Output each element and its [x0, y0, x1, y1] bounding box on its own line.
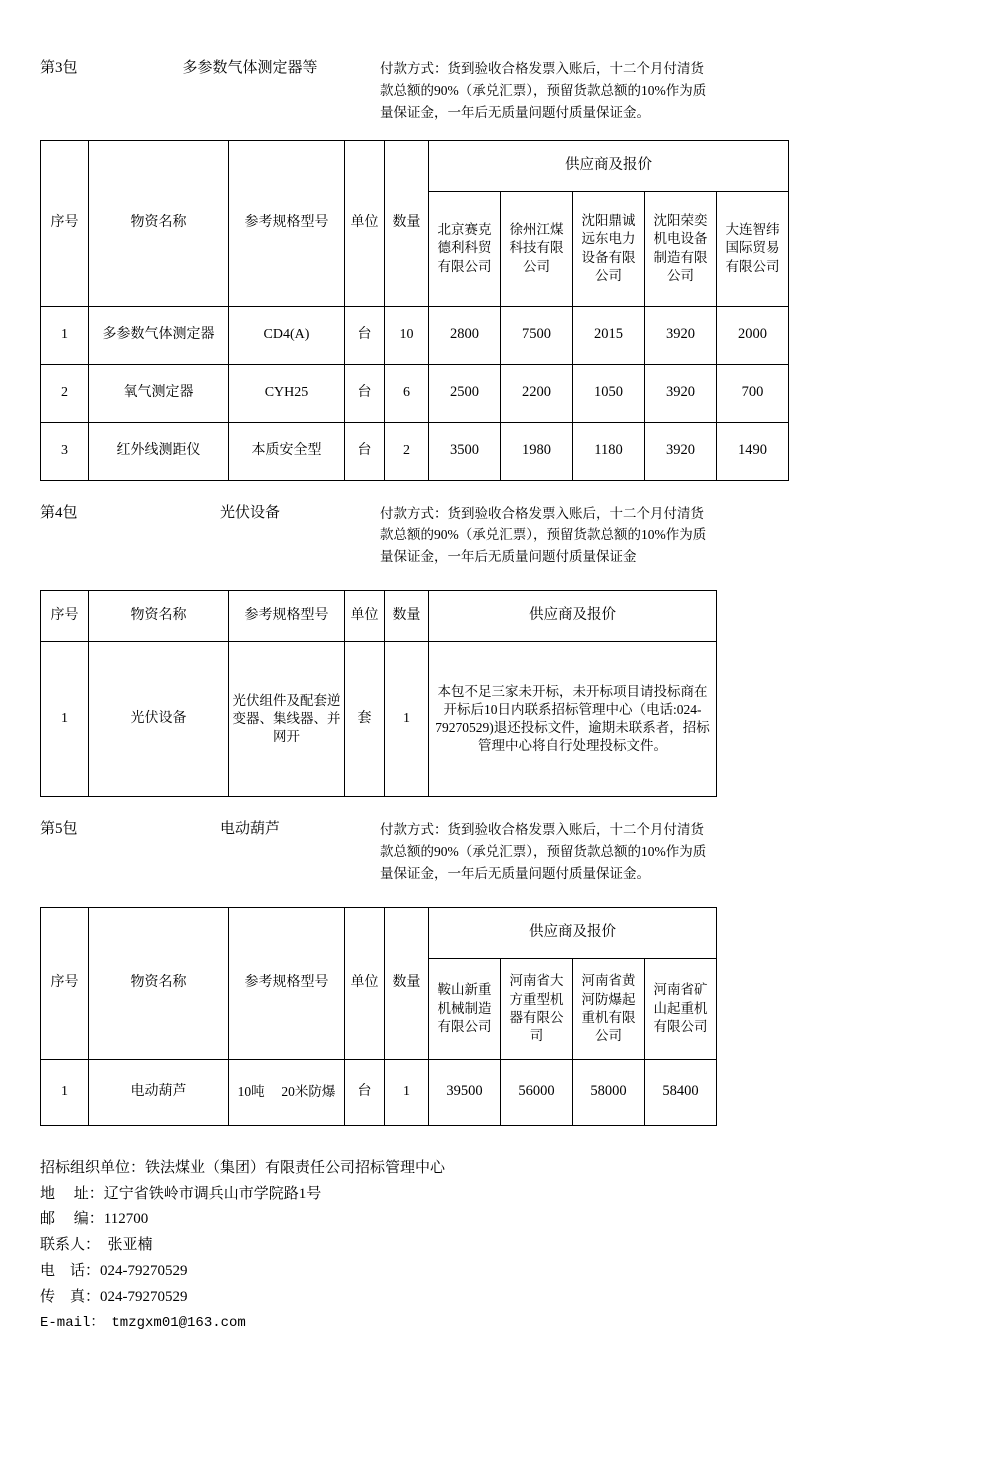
- package-title: 光伏设备: [219, 504, 280, 521]
- cell-price: 1050: [573, 364, 645, 422]
- cell-price: 2015: [573, 306, 645, 364]
- header-name: 物资名称: [89, 907, 229, 1059]
- header-suppliers: 供应商及报价: [429, 140, 789, 191]
- cell-qty: 6: [385, 364, 429, 422]
- supplier-name: 鞍山新重机械制造有限公司: [429, 958, 501, 1059]
- cell-spec: 本质安全型: [229, 422, 345, 480]
- package-header-4: [0, 503, 992, 569]
- cell-price: 700: [717, 364, 789, 422]
- cell-unit: 台: [345, 1059, 385, 1125]
- table-row: [41, 422, 789, 480]
- cell-price: 1490: [717, 422, 789, 480]
- cell-price: 2800: [429, 306, 501, 364]
- footer-address: 地 址：辽宁省铁岭市调兵山市学院路1号: [40, 1185, 322, 1202]
- no-bid-note: 本包不足三家未开标，未开标项目请投标商在开标后10日内联系招标管理中心（电话:024-79270529)退还投标文件，逾期未联系者，招标管理中心将自行处理投标文件。: [429, 642, 717, 797]
- package-header-3: [0, 58, 992, 124]
- cell-spec: CYH25: [229, 364, 345, 422]
- supplier-name: 北京赛克德利科贸有限公司: [429, 191, 501, 306]
- footer-contact-block: [40, 1156, 992, 1335]
- cell-name: 氧气测定器: [89, 364, 229, 422]
- cell-qty: 1: [385, 642, 429, 797]
- cell-price: 2500: [429, 364, 501, 422]
- header-unit: 单位: [345, 140, 385, 306]
- cell-spec: CD4(A): [229, 306, 345, 364]
- cell-price: 3500: [429, 422, 501, 480]
- package-title: 多参数气体测定器等: [182, 60, 318, 76]
- footer-organizer: 招标组织单位：铁法煤业（集团）有限责任公司招标管理中心: [40, 1159, 446, 1176]
- header-spec: 参考规格型号: [229, 591, 345, 642]
- cell-spec: 10吨 20米防爆: [229, 1059, 345, 1125]
- cell-price: 39500: [429, 1059, 501, 1125]
- supplier-name: 河南省大方重型机器有限公司: [501, 958, 573, 1059]
- cell-price: 1980: [501, 422, 573, 480]
- package-title: 电动葫芦: [219, 821, 280, 838]
- header-suppliers: 供应商及报价: [429, 591, 717, 642]
- supplier-name: 徐州江煤科技有限公司: [501, 191, 573, 306]
- cell-qty: 2: [385, 422, 429, 480]
- cell-price: 56000: [501, 1059, 573, 1125]
- cell-unit: 台: [345, 422, 385, 480]
- cell-qty: 10: [385, 306, 429, 364]
- package-payment-terms: 付款方式：货到验收合格发票入账后，十二个月付清货款总额的90%（承兑汇票），预留货款总额的10%作为质量保证金，一年后无质量问题付质量保证金: [380, 505, 707, 565]
- header-qty: 数量: [385, 140, 429, 306]
- table-header-row: [41, 140, 789, 191]
- table-row: [41, 306, 789, 364]
- cell-seq: 1: [41, 642, 89, 797]
- package-number: 第4包: [40, 504, 78, 521]
- header-seq: 序号: [41, 591, 89, 642]
- header-spec: 参考规格型号: [229, 907, 345, 1059]
- package-number: 第3包: [40, 60, 78, 76]
- cell-price: 7500: [501, 306, 573, 364]
- supplier-name: 沈阳鼎诚远东电力设备有限公司: [573, 191, 645, 306]
- header-seq: 序号: [41, 907, 89, 1059]
- cell-name: 光伏设备: [89, 642, 229, 797]
- package-payment-terms: 付款方式：货到验收合格发票入账后，十二个月付清货款总额的90%（承兑汇票），预留货款总额的10%作为质量保证金，一年后无质量问题付质量保证金。: [380, 61, 707, 120]
- cell-seq: 2: [41, 364, 89, 422]
- supplier-name: 沈阳荣奕机电设备制造有限公司: [645, 191, 717, 306]
- package-3-table: [40, 140, 789, 481]
- cell-name: 电动葫芦: [89, 1059, 229, 1125]
- table-row: [41, 364, 789, 422]
- package-payment-terms: 付款方式：货到验收合格发票入账后，十二个月付清货款总额的90%（承兑汇票），预留货款总额的10%作为质量保证金，一年后无质量问题付质量保证金。: [380, 822, 707, 881]
- cell-spec: 光伏组件及配套逆变器、集线器、并网开: [229, 642, 345, 797]
- header-unit: 单位: [345, 591, 385, 642]
- table-header-row: [41, 907, 717, 958]
- cell-price: 58000: [573, 1059, 645, 1125]
- package-4-table: [40, 590, 717, 797]
- document-page: [0, 58, 992, 1461]
- cell-name: 多参数气体测定器: [89, 306, 229, 364]
- footer-fax: 传 真：024-79270529: [40, 1288, 188, 1305]
- cell-price: 58400: [645, 1059, 717, 1125]
- cell-unit: 台: [345, 306, 385, 364]
- cell-price: 2200: [501, 364, 573, 422]
- table-row: [41, 1059, 717, 1125]
- footer-phone: 电 话：024-79270529: [40, 1262, 188, 1279]
- package-5-table: [40, 907, 717, 1126]
- footer-email: E-mail： tmzgxm01@163.com: [40, 1314, 246, 1331]
- cell-seq: 1: [41, 306, 89, 364]
- cell-name: 红外线测距仪: [89, 422, 229, 480]
- package-number: 第5包: [40, 821, 78, 838]
- cell-unit: 套: [345, 642, 385, 797]
- supplier-name: 河南省矿山起重机有限公司: [645, 958, 717, 1059]
- header-seq: 序号: [41, 140, 89, 306]
- header-name: 物资名称: [89, 591, 229, 642]
- header-qty: 数量: [385, 907, 429, 1059]
- cell-seq: 1: [41, 1059, 89, 1125]
- cell-price: 1180: [573, 422, 645, 480]
- supplier-name: 河南省黄河防爆起重机有限公司: [573, 958, 645, 1059]
- footer-postcode: 邮 编：112700: [40, 1211, 149, 1228]
- cell-seq: 3: [41, 422, 89, 480]
- cell-unit: 台: [345, 364, 385, 422]
- supplier-name: 大连智纬国际贸易有限公司: [717, 191, 789, 306]
- header-qty: 数量: [385, 591, 429, 642]
- cell-price: 3920: [645, 422, 717, 480]
- cell-price: 3920: [645, 364, 717, 422]
- cell-price: 3920: [645, 306, 717, 364]
- header-spec: 参考规格型号: [229, 140, 345, 306]
- cell-qty: 1: [385, 1059, 429, 1125]
- footer-contact-person: 联系人： 张亚楠: [40, 1237, 153, 1254]
- header-suppliers: 供应商及报价: [429, 907, 717, 958]
- table-header-row: [41, 591, 717, 642]
- package-header-5: [0, 819, 992, 885]
- header-unit: 单位: [345, 907, 385, 1059]
- header-name: 物资名称: [89, 140, 229, 306]
- cell-price: 2000: [717, 306, 789, 364]
